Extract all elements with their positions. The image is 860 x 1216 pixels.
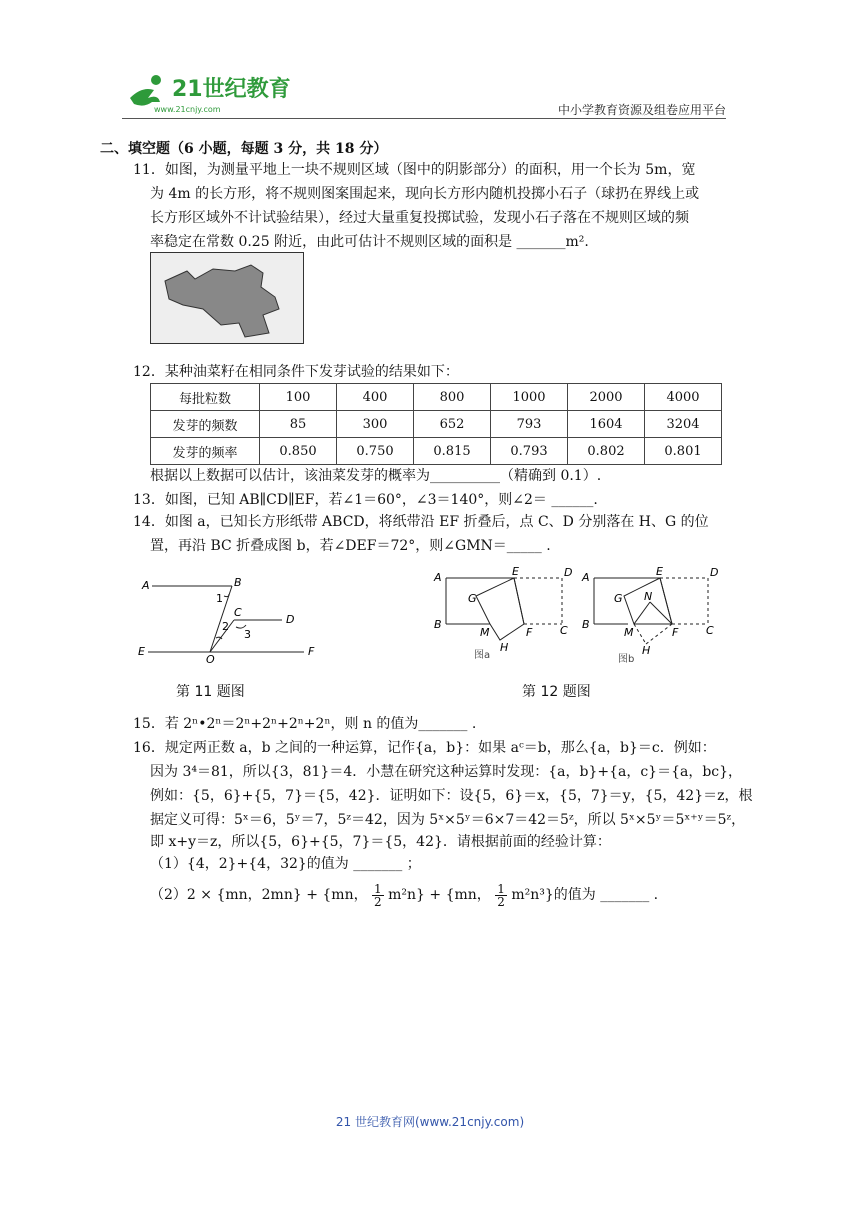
q11-line-4: 率稳定在常数 0.25 附近，由此可估计不规则区域的面积是 _______m². (150, 234, 589, 250)
half-fraction (495, 883, 507, 908)
table-cell: 300 (337, 411, 414, 438)
fig12a-label-D: D (564, 566, 573, 579)
q16-line-3: 例如：{5，6}+{5，7}＝{5，42}．证明如下：设{5，6}＝x，{5，7}＝y，{5，42}＝z，根 (150, 788, 753, 804)
fig12b-label-B: B (582, 618, 590, 631)
q16-part2-end: m²n³}的值为 _______ . (511, 887, 659, 903)
irregular-region (165, 265, 279, 337)
fig12b-label-F: F (672, 626, 679, 639)
table-cell: 0.815 (414, 438, 491, 465)
table-row (151, 438, 722, 465)
fig12b-label-D: D (710, 566, 719, 579)
page-footer: 21 世纪教育网(www.21cnjy.com) (335, 1115, 525, 1129)
q14-line-2: 置，再沿 BC 折叠成图 b，若∠DEF＝72°，则∠GMN＝_____ . (150, 538, 551, 554)
section-title: 二、填空题（6 小题，每题 3 分，共 18 分） (100, 141, 388, 157)
logo-url: www.21cnjy.com (154, 105, 221, 114)
q16-line-2: 因为 3⁴＝81，所以{3，81}＝4．小慧在研究这种运算时发现：{a，b}+{a，c}＝{a，bc}， (150, 764, 743, 780)
q16-line-5: 即 x+y＝z，所以{5，6}+{5，7}＝{5，42}．请根据前面的经验计算： (150, 834, 611, 850)
germination-table (150, 383, 722, 465)
fig12a-label-B: B (434, 618, 442, 631)
q16-line-1: 16．规定两正数 a，b 之间的一种运算，记作{a，b}：如果 aᶜ＝b，那么{a，b}＝c．例如： (133, 740, 716, 756)
fig12b-label-G: G (614, 592, 623, 605)
table-cell: 0.750 (337, 438, 414, 465)
fraction-numerator: 1 (497, 881, 505, 896)
q11-line-2: 为 4m 的长方形，将不规则图案围起来，现向长方形内随机投掷小石子（球扔在界线上或 (150, 186, 700, 202)
fig12b-label-C: C (706, 624, 714, 637)
q16-part1: （1）{4，2}+{4，32}的值为 _______ ； (150, 856, 421, 872)
fraction-denominator: 2 (497, 894, 505, 909)
fig12b-label-A: A (582, 571, 590, 584)
table-cell: 0.793 (491, 438, 568, 465)
q13-text: 13．如图，已知 AB∥CD∥EF，若∠1＝60°，∠3＝140°，则∠2＝ ______. (133, 492, 598, 508)
q16-part2-mid: m²n} + {mn， (388, 887, 491, 903)
table-row (151, 411, 722, 438)
fig12a-label-G: G (468, 592, 477, 605)
platform-name: 中小学教育资源及组卷应用平台 (557, 103, 726, 117)
table-row (151, 384, 722, 411)
fig12b-label-N: N (644, 590, 653, 603)
fig12-caption: 第 12 题图 (522, 684, 591, 700)
table-cell: 1000 (491, 384, 568, 411)
q16-part2-prefix: （2）2 × {mn，2mn} + {mn， (150, 887, 368, 903)
table-cell: 0.802 (568, 438, 645, 465)
q11-figure (150, 252, 304, 344)
fig12b-label-M: M (624, 626, 634, 639)
header-divider (122, 118, 726, 119)
fig11-label-A: A (142, 579, 150, 592)
fig12a-label-F: F (526, 626, 533, 639)
fig11-caption: 第 11 题图 (176, 684, 245, 700)
table-cell: 2000 (568, 384, 645, 411)
table-cell: 发芽的频率 (151, 438, 260, 465)
table-cell: 85 (260, 411, 337, 438)
fig12a-label-H: H (500, 641, 509, 654)
fig11-label-O: O (206, 653, 215, 664)
logo-text: 21世纪教育 (172, 77, 291, 102)
fig12b-caption: 图b (618, 654, 635, 665)
q16-part2 (150, 880, 658, 910)
q15-text: 15．若 2ⁿ•2ⁿ＝2ⁿ+2ⁿ+2ⁿ+2ⁿ，则 n 的值为_______ . (133, 716, 477, 732)
table-cell: 100 (260, 384, 337, 411)
table-cell: 0.850 (260, 438, 337, 465)
fig12a-label-A: A (434, 571, 442, 584)
table-cell: 1604 (568, 411, 645, 438)
fig11-label-B: B (234, 576, 242, 589)
fig12a-label-M: M (480, 626, 490, 639)
half-fraction (372, 883, 384, 908)
fig12-diagram (428, 566, 723, 670)
fig11-label-F: F (308, 645, 315, 658)
table-cell: 800 (414, 384, 491, 411)
fig11-angle-2: 2 (222, 620, 229, 633)
table-cell: 3204 (645, 411, 722, 438)
fig11-label-C: C (234, 606, 242, 619)
q12-after: 根据以上数据可以估计，该油菜发芽的概率为__________（精确到 0.1）. (150, 468, 602, 484)
table-cell: 0.801 (645, 438, 722, 465)
fig12b-label-H: H (642, 644, 651, 657)
fig12a-label-E: E (512, 566, 519, 578)
q11-line-1: 11．如图，为测量平地上一块不规则区域（图中的阴影部分）的面积，用一个长为 5m，宽 (133, 162, 696, 178)
fig11-diagram (132, 572, 322, 664)
fraction-numerator: 1 (374, 881, 382, 896)
fig12a-caption: 图a (474, 650, 491, 661)
q16-line-4: 据定义可得：5ˣ＝6，5ʸ＝7，5ᶻ＝42，因为 5ˣ×5ʸ＝6×7＝42＝5ᶻ，所以 5ˣ×5ʸ＝5ˣ⁺ʸ＝5ᶻ， (150, 812, 746, 828)
q11-line-3: 长方形区域外不计试验结果），经过大量重复投掷试验，发现小石子落在不规则区域的频 (150, 210, 689, 226)
table-cell: 400 (337, 384, 414, 411)
fig11-angle-3: 3 (244, 628, 251, 641)
table-cell: 每批粒数 (151, 384, 260, 411)
fig12a-label-C: C (560, 624, 568, 637)
fig11-label-E: E (138, 645, 145, 658)
table-cell: 793 (491, 411, 568, 438)
fig11-label-D: D (286, 613, 295, 626)
site-logo (122, 68, 292, 118)
q14-line-1: 14．如图 a，已知长方形纸带 ABCD，将纸带沿 EF 折叠后，点 C、D 分别落在 H、G 的位 (133, 514, 709, 530)
table-cell: 4000 (645, 384, 722, 411)
fig12b-label-E: E (656, 566, 663, 578)
table-cell: 652 (414, 411, 491, 438)
table-cell: 发芽的频数 (151, 411, 260, 438)
q12-intro: 12．某种油菜籽在相同条件下发芽试验的结果如下： (133, 364, 459, 380)
fig11-angle-1: 1 (216, 592, 223, 605)
fraction-denominator: 2 (374, 894, 382, 909)
